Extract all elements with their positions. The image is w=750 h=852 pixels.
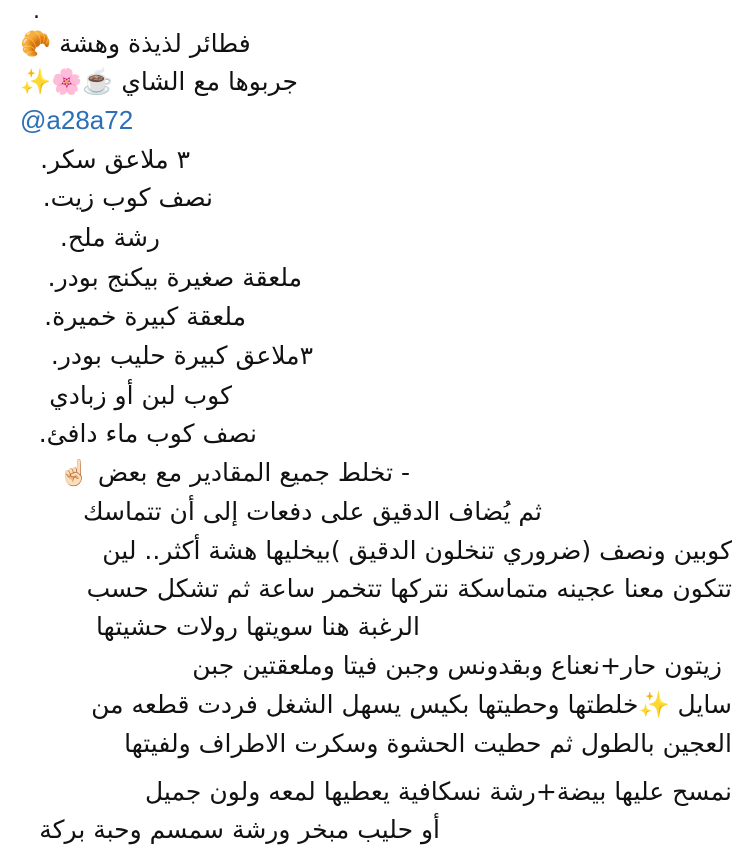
ingredient-5: ملعقة كبيرة خميرة. xyxy=(44,302,246,331)
ingredient-7: كوب لبن أو زبادي xyxy=(49,381,232,410)
finishing-2: أو حليب مبخر ورشة سمسم وحبة بركة xyxy=(39,815,440,844)
ingredient-3: رشة ملح. xyxy=(59,223,160,252)
post-body xyxy=(20,0,732,852)
instruction-2: ثم يُضاف الدقيق على دفعات إلى أن تتماسك xyxy=(82,497,542,526)
ingredient-4: ملعقة صغيرة بيكنج بودر. xyxy=(47,263,302,292)
ingredient-1: ٣ ملاعق سكر. xyxy=(40,145,190,174)
ingredient-8: نصف كوب ماء دافئ. xyxy=(38,419,257,448)
instruction-6: زيتون حار+نعناع وبقدونس وجبن فيتا وملعقتين جبن xyxy=(192,651,722,680)
instruction-7: سايل ✨خلطتها وحطيتها بكيس يسهل الشغل فردت قطعه من xyxy=(91,690,732,719)
instruction-1: - تخلط جميع المقادير مع بعض ☝🏻 xyxy=(58,458,410,487)
instruction-3: كوبين ونصف (ضروري تنخلون الدقيق )بيخليها هشة أكثر.. لين xyxy=(102,536,732,565)
title-line: فطائر لذيذة وهشة 🥐 xyxy=(20,29,251,58)
leading-dot: . xyxy=(33,0,40,24)
instruction-8: العجين بالطول ثم حطيت الحشوة وسكرت الاطراف ولفيتها xyxy=(124,729,732,758)
ingredient-6: ٣ملاعق كبيرة حليب بودر. xyxy=(50,341,313,370)
instruction-4: تتكون معنا عجينه متماسكة نتركها تتخمر ساعة ثم تشكل حسب xyxy=(86,574,732,603)
subtitle-line: جربوها مع الشاي ☕️🌸✨ xyxy=(20,67,298,96)
author-mention-link[interactable]: @a28a72 xyxy=(20,105,134,135)
ingredient-2: نصف كوب زيت. xyxy=(42,183,213,212)
instruction-5: الرغبة هنا سويتها رولات حشيتها xyxy=(96,612,420,641)
finishing-1: نمسح عليها بيضة+رشة نسكافية يعطيها لمعه ولون جميل xyxy=(145,777,732,806)
